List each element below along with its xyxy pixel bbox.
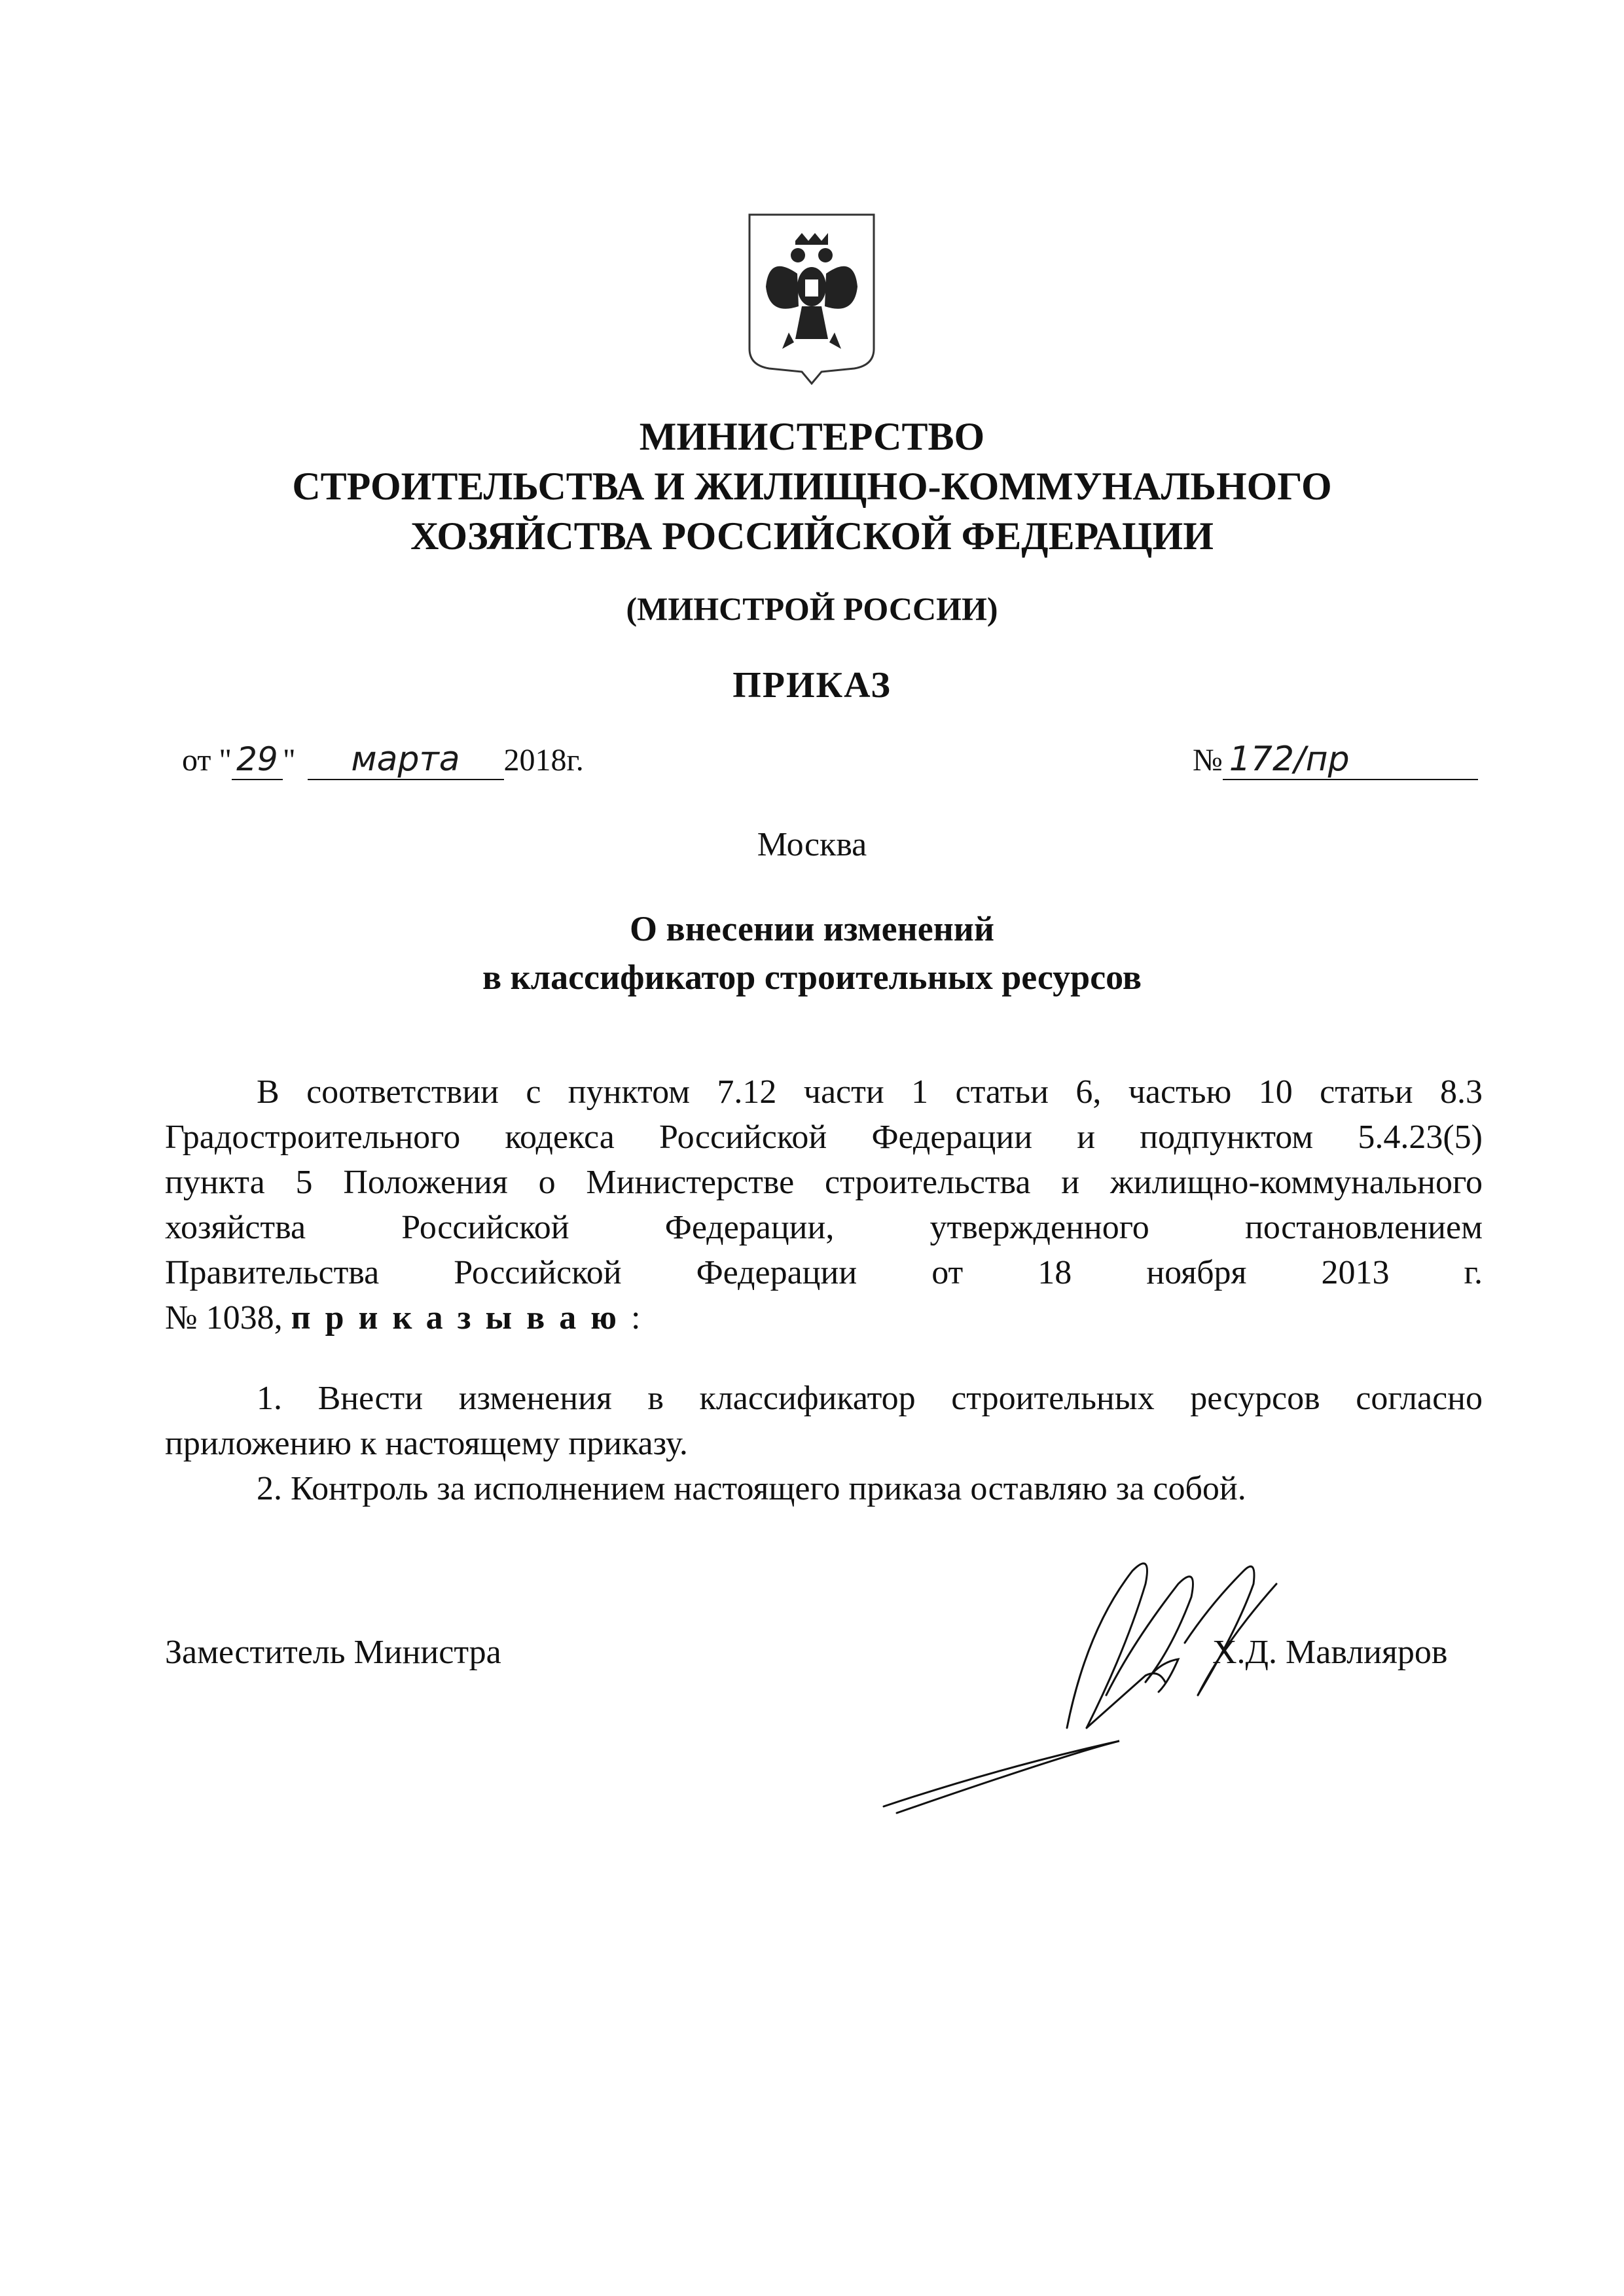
- signatory-position: Заместитель Министра: [165, 1634, 501, 1671]
- date-day: 29: [232, 740, 283, 780]
- paragraph-line: хозяйства Российской Федерации, утвержденного постановлением: [165, 1209, 1483, 1246]
- number-prefix: №: [1193, 743, 1223, 778]
- decree-number: № 1038,: [165, 1299, 283, 1336]
- ministry-short-name: (МИНСТРОЙ РОССИИ): [626, 590, 998, 627]
- coat-of-arms-icon: [743, 208, 880, 385]
- document-type: ПРИКАЗ: [732, 665, 892, 706]
- ministry-title-line3: ХОЗЯЙСТВА РОССИЙСКОЙ ФЕДЕРАЦИИ: [410, 514, 1214, 558]
- item-line: 2. Контроль за исполнением настоящего приказа оставляю за собой.: [257, 1470, 1246, 1507]
- signatory-name: Х.Д. Мавлияров: [1212, 1634, 1448, 1671]
- handwritten-signature-icon: [871, 1532, 1329, 1833]
- date-year: 2018: [503, 743, 567, 778]
- paragraph-line: Градостроительного кодекса Российской Федерации и подпунктом 5.4.23(5): [165, 1119, 1483, 1156]
- number-value: 172/пр: [1223, 740, 1478, 780]
- paragraph-line: В соответствии с пунктом 7.12 части 1 статьи 6, частью 10 статьи 8.3: [257, 1073, 1483, 1111]
- ministry-title-line1: МИНИСТЕРСТВО: [639, 415, 985, 458]
- ministry-title-line2: СТРОИТЕЛЬСТВА И ЖИЛИЩНО-КОММУНАЛЬНОГО: [292, 465, 1332, 508]
- paragraph-line: пункта 5 Положения о Министерстве строительства и жилищно-коммунального: [165, 1164, 1483, 1201]
- paragraph-line-last: [165, 1295, 1483, 1340]
- date-mid: ": [282, 743, 296, 778]
- subject-line2: в классификатор строительных ресурсов: [482, 958, 1142, 997]
- date-prefix: от ": [182, 743, 232, 778]
- preamble-paragraph: [165, 1069, 1483, 1340]
- city: Москва: [757, 826, 867, 863]
- order-date: [182, 740, 584, 780]
- paragraph-line: Правительства Российской Федерации от 18 ноября 2013 г.: [165, 1254, 1483, 1291]
- item-line: приложению к настоящему приказу.: [165, 1425, 688, 1462]
- decree-colon: :: [630, 1299, 641, 1336]
- date-month: марта: [308, 740, 504, 780]
- order-item-1: [165, 1376, 1483, 1466]
- order-number: [1193, 740, 1478, 780]
- item-line: 1. Внести изменения в классификатор строительных ресурсов согласно: [257, 1380, 1483, 1417]
- order-item-2: [165, 1466, 1483, 1511]
- decree-verb: приказываю: [291, 1299, 631, 1336]
- subject-line1: О внесении изменений: [629, 909, 995, 948]
- date-suffix: г.: [566, 743, 584, 778]
